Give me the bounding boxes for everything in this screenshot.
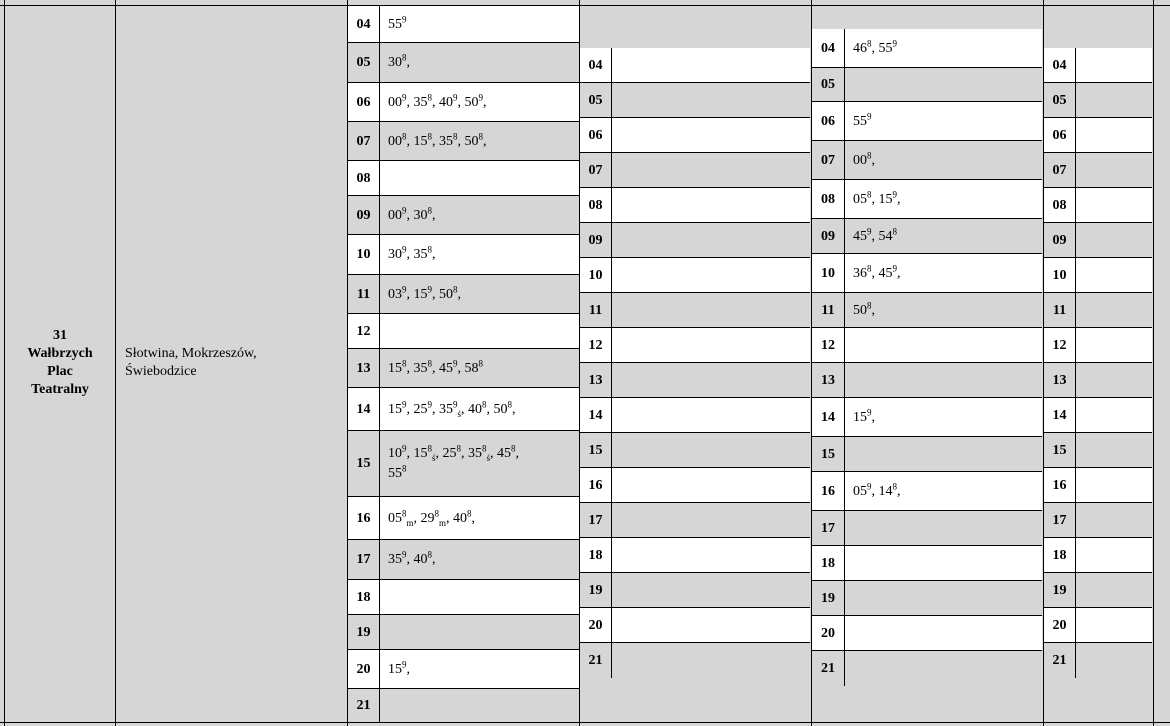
- hour-row: [812, 219, 1042, 254]
- minutes-cell: [380, 83, 579, 122]
- minutes-cell: [380, 349, 579, 388]
- minutes-cell: [845, 68, 1042, 102]
- hour-row: [348, 314, 579, 349]
- hour-label: 11: [580, 293, 612, 328]
- minutes-cell: [380, 43, 579, 83]
- hour-row: [1044, 223, 1152, 258]
- hour-label: 15: [1044, 433, 1076, 468]
- minutes-cell: [380, 431, 579, 497]
- hour-label: 06: [580, 118, 612, 153]
- minutes-cell: [845, 293, 1042, 328]
- hour-row: [1044, 363, 1152, 398]
- minutes-cell: [612, 573, 810, 608]
- hour-row: [580, 188, 810, 223]
- hour-row: [812, 141, 1042, 180]
- hour-label: 09: [348, 196, 380, 235]
- hour-row: [812, 511, 1042, 546]
- minutes-cell: [380, 235, 579, 275]
- hour-row: [348, 540, 579, 580]
- minutes-cell: [845, 141, 1042, 180]
- hour-label: 20: [1044, 608, 1076, 643]
- hour-row: [1044, 503, 1152, 538]
- hour-row: [1044, 48, 1152, 83]
- hour-row: [348, 235, 579, 275]
- hour-row: [812, 651, 1042, 686]
- hour-label: 09: [580, 223, 612, 258]
- hour-label: 20: [348, 650, 380, 689]
- minutes-cell: [612, 48, 810, 83]
- hour-label: 19: [812, 581, 845, 616]
- minutes-text: $50^8$,: [853, 299, 875, 318]
- hour-label: 19: [1044, 573, 1076, 608]
- minutes-cell: [1076, 328, 1152, 363]
- hour-row: [348, 349, 579, 388]
- hour-row: [580, 223, 810, 258]
- hour-row: [580, 538, 810, 573]
- minutes-cell: [612, 328, 810, 363]
- hour-label: 21: [1044, 643, 1076, 678]
- hour-row: [1044, 153, 1152, 188]
- hour-label: 20: [812, 616, 845, 651]
- hour-row: [812, 546, 1042, 581]
- hour-row: [1044, 118, 1152, 153]
- via-line: Świebodzice: [125, 364, 197, 379]
- column-divider: [1043, 0, 1044, 726]
- minutes-cell: [845, 254, 1042, 293]
- minutes-text: $15^9$, $25^9$, $35^9_ś$, $40^8$, $50^8$,: [388, 398, 516, 419]
- hour-label: 08: [812, 180, 845, 219]
- hour-label: 19: [348, 615, 380, 650]
- stop-name-line: Plac: [47, 364, 73, 379]
- minutes-cell: [612, 153, 810, 188]
- minutes-cell: [380, 6, 579, 43]
- minutes-cell: [845, 219, 1042, 254]
- minutes-cell: [612, 293, 810, 328]
- hour-row: [812, 472, 1042, 511]
- minutes-text: $05^8$, $15^9$,: [853, 188, 901, 207]
- minutes-text: $36^8$, $45^9$,: [853, 262, 901, 281]
- minutes-text: $03^9$, $15^9$, $50^8$,: [388, 283, 461, 302]
- minutes-cell: [380, 540, 579, 580]
- minutes-text: $00^8$,: [853, 149, 875, 168]
- hour-row: [580, 573, 810, 608]
- hour-row: [580, 468, 810, 503]
- schedule-column-3: [812, 0, 1042, 726]
- hour-label: 11: [348, 275, 380, 314]
- hour-label: 05: [580, 83, 612, 118]
- hour-row: [348, 275, 579, 314]
- minutes-cell: [380, 615, 579, 650]
- minutes-cell: [1076, 188, 1152, 223]
- hour-label: 17: [812, 511, 845, 546]
- hour-label: 15: [812, 437, 845, 472]
- hour-label: 12: [1044, 328, 1076, 363]
- hour-label: 13: [1044, 363, 1076, 398]
- hour-label: 16: [812, 472, 845, 511]
- minutes-cell: [845, 616, 1042, 651]
- schedule-column-4: [1044, 0, 1152, 726]
- hour-label: 09: [1044, 223, 1076, 258]
- hour-label: 07: [1044, 153, 1076, 188]
- hour-row: [348, 497, 579, 540]
- hour-row: [348, 650, 579, 689]
- minutes-cell: [1076, 48, 1152, 83]
- minutes-text: $05^9$, $14^8$,: [853, 480, 901, 499]
- hour-label: 12: [812, 328, 845, 363]
- minutes-cell: [612, 83, 810, 118]
- minutes-cell: [1076, 258, 1152, 293]
- minutes-cell: [612, 188, 810, 223]
- hour-row: [580, 363, 810, 398]
- hour-label: 12: [348, 314, 380, 349]
- hour-label: 14: [580, 398, 612, 433]
- minutes-cell: [612, 398, 810, 433]
- minutes-cell: [612, 258, 810, 293]
- hour-row: [1044, 433, 1152, 468]
- minutes-cell: [845, 328, 1042, 363]
- hour-row: [348, 122, 579, 161]
- hour-label: 18: [580, 538, 612, 573]
- hour-row: [1044, 643, 1152, 678]
- hour-row: [348, 431, 579, 497]
- hour-label: 21: [812, 651, 845, 686]
- column-divider: [1153, 0, 1154, 726]
- hour-label: 14: [348, 388, 380, 431]
- hour-label: 04: [812, 29, 845, 68]
- hour-label: 16: [348, 497, 380, 540]
- hour-label: 05: [812, 68, 845, 102]
- minutes-cell: [612, 468, 810, 503]
- hour-label: 10: [812, 254, 845, 293]
- minutes-cell: [380, 388, 579, 431]
- hour-row: [580, 608, 810, 643]
- hour-label: 05: [1044, 83, 1076, 118]
- hour-row: [812, 29, 1042, 68]
- minutes-cell: [1076, 573, 1152, 608]
- minutes-cell: [845, 581, 1042, 616]
- hour-row: [812, 254, 1042, 293]
- hour-row: [812, 102, 1042, 141]
- minutes-cell: [845, 180, 1042, 219]
- hour-row: [812, 398, 1042, 437]
- hour-label: 13: [812, 363, 845, 398]
- minutes-cell: [380, 689, 579, 723]
- hour-row: [812, 293, 1042, 328]
- hour-row: [580, 643, 810, 678]
- hour-label: 13: [348, 349, 380, 388]
- hour-row: [580, 503, 810, 538]
- hour-label: 09: [812, 219, 845, 254]
- minutes-text: $55^9$: [388, 13, 407, 32]
- schedule-column-1: [348, 0, 579, 726]
- minutes-cell: [612, 643, 810, 678]
- minutes-cell: [845, 29, 1042, 68]
- minutes-cell: [845, 651, 1042, 686]
- minutes-cell: [380, 161, 579, 196]
- minutes-cell: [845, 437, 1042, 472]
- hour-label: 15: [580, 433, 612, 468]
- hour-label: 20: [580, 608, 612, 643]
- hour-row: [580, 328, 810, 363]
- hour-label: 19: [580, 573, 612, 608]
- minutes-cell: [1076, 223, 1152, 258]
- hour-row: [1044, 468, 1152, 503]
- minutes-cell: [612, 608, 810, 643]
- hour-row: [1044, 608, 1152, 643]
- minutes-text: $35^9$, $40^8$,: [388, 549, 436, 567]
- hour-label: 16: [1044, 468, 1076, 503]
- minutes-cell: [380, 122, 579, 161]
- minutes-cell: [845, 472, 1042, 511]
- minutes-text: $00^9$, $35^8$, $40^9$, $50^9$,: [388, 91, 487, 110]
- minutes-text: $55^9$: [853, 110, 872, 129]
- minutes-cell: [1076, 83, 1152, 118]
- hour-row: [1044, 188, 1152, 223]
- hour-row: [812, 437, 1042, 472]
- minutes-cell: [1076, 643, 1152, 678]
- hour-row: [580, 48, 810, 83]
- hour-row: [580, 153, 810, 188]
- minutes-text: $00^9$, $30^8$,: [388, 204, 436, 223]
- hour-label: 10: [348, 235, 380, 275]
- hour-label: 18: [1044, 538, 1076, 573]
- minutes-text: $15^9$,: [388, 658, 410, 677]
- hour-label: 06: [812, 102, 845, 141]
- minutes-cell: [612, 503, 810, 538]
- hour-label: 06: [1044, 118, 1076, 153]
- minutes-cell: [1076, 363, 1152, 398]
- hour-row: [1044, 258, 1152, 293]
- via-cell: [116, 0, 344, 726]
- minutes-cell: [380, 497, 579, 540]
- column-divider: [347, 0, 348, 726]
- hour-label: 07: [812, 141, 845, 180]
- hour-label: 21: [348, 689, 380, 723]
- hour-row: [1044, 83, 1152, 118]
- minutes-cell: [380, 275, 579, 314]
- row-divider: [0, 722, 1170, 723]
- hour-label: 05: [348, 43, 380, 83]
- hour-row: [580, 398, 810, 433]
- hour-row: [348, 161, 579, 196]
- hour-row: [812, 328, 1042, 363]
- hour-label: 18: [812, 546, 845, 581]
- hour-row: [348, 689, 579, 723]
- hour-row: [348, 580, 579, 615]
- hour-row: [1044, 538, 1152, 573]
- hour-label: 18: [348, 580, 380, 615]
- stop-cell: [6, 0, 114, 726]
- minutes-text: $46^8$, $55^9$: [853, 37, 897, 56]
- minutes-cell: [1076, 608, 1152, 643]
- hour-row: [580, 293, 810, 328]
- minutes-text: $15^8$, $35^8$, $45^9$, $58^8$: [388, 357, 483, 376]
- minutes-text: $05^8_m$, $29^8_m$, $40^8$,: [388, 507, 476, 528]
- minutes-cell: [845, 363, 1042, 398]
- hour-label: 15: [348, 431, 380, 497]
- minutes-text: $45^9$, $54^8$: [853, 225, 897, 244]
- minutes-cell: [845, 398, 1042, 437]
- hour-row: [348, 43, 579, 83]
- hour-label: 12: [580, 328, 612, 363]
- minutes-cell: [1076, 433, 1152, 468]
- hour-row: [580, 83, 810, 118]
- hour-label: 08: [348, 161, 380, 196]
- minutes-cell: [1076, 468, 1152, 503]
- minutes-cell: [380, 196, 579, 235]
- schedule-column-2: [580, 0, 810, 726]
- minutes-cell: [612, 538, 810, 573]
- column-divider: [811, 0, 812, 726]
- hour-label: 17: [348, 540, 380, 580]
- minutes-cell: [1076, 118, 1152, 153]
- minutes-cell: [845, 546, 1042, 581]
- hour-label: 11: [1044, 293, 1076, 328]
- column-divider: [579, 0, 580, 726]
- hour-label: 10: [1044, 258, 1076, 293]
- hour-label: 11: [812, 293, 845, 328]
- hour-row: [580, 118, 810, 153]
- minutes-cell: [612, 433, 810, 468]
- hour-label: 13: [580, 363, 612, 398]
- minutes-text: $15^9$,: [853, 406, 875, 425]
- hour-label: 16: [580, 468, 612, 503]
- minutes-cell: [612, 118, 810, 153]
- hour-row: [1044, 398, 1152, 433]
- hour-label: 10: [580, 258, 612, 293]
- minutes-cell: [380, 314, 579, 349]
- minutes-cell: [845, 511, 1042, 546]
- hour-label: 04: [348, 6, 380, 43]
- minutes-cell: [1076, 503, 1152, 538]
- minutes-cell: [845, 102, 1042, 141]
- minutes-text: $30^9$, $35^8$,: [388, 244, 436, 262]
- minutes-cell: [1076, 398, 1152, 433]
- hour-row: [348, 196, 579, 235]
- column-divider: [4, 0, 5, 726]
- hour-label: 17: [1044, 503, 1076, 538]
- hour-label: 04: [1044, 48, 1076, 83]
- hour-row: [812, 581, 1042, 616]
- via-line: Słotwina, Mokrzeszów,: [125, 346, 257, 361]
- hour-row: [812, 68, 1042, 102]
- hour-row: [1044, 328, 1152, 363]
- hour-row: [812, 616, 1042, 651]
- hour-label: 08: [580, 188, 612, 223]
- hour-label: 14: [812, 398, 845, 437]
- stop-name-line: Teatralny: [31, 382, 89, 397]
- stop-number: 31: [53, 328, 67, 343]
- minutes-cell: [612, 363, 810, 398]
- hour-row: [580, 433, 810, 468]
- hour-label: 07: [348, 122, 380, 161]
- row-divider: [0, 5, 1170, 6]
- minutes-cell: [1076, 538, 1152, 573]
- minutes-cell: [612, 223, 810, 258]
- hour-row: [812, 363, 1042, 398]
- hour-label: 08: [1044, 188, 1076, 223]
- minutes-cell: [380, 650, 579, 689]
- hour-row: [812, 180, 1042, 219]
- hour-row: [580, 258, 810, 293]
- hour-row: [1044, 573, 1152, 608]
- hour-label: 21: [580, 643, 612, 678]
- hour-row: [348, 388, 579, 431]
- stop-name-line: Wałbrzych: [27, 346, 93, 361]
- hour-label: 17: [580, 503, 612, 538]
- minutes-cell: [380, 580, 579, 615]
- minutes-text: $30^8$,: [388, 52, 410, 70]
- column-divider: [115, 0, 116, 726]
- hour-label: 07: [580, 153, 612, 188]
- hour-label: 14: [1044, 398, 1076, 433]
- minutes-cell: [1076, 293, 1152, 328]
- minutes-text: $10^9$, $15^8_ś$, $25^8$, $35^8_ś$, $45^8$, $55^8$: [388, 443, 520, 481]
- hour-label: 06: [348, 83, 380, 122]
- hour-row: [1044, 293, 1152, 328]
- hour-label: 04: [580, 48, 612, 83]
- minutes-cell: [1076, 153, 1152, 188]
- hour-row: [348, 83, 579, 122]
- hour-row: [348, 615, 579, 650]
- hour-row: [348, 6, 579, 43]
- minutes-text: $00^8$, $15^8$, $35^8$, $50^8$,: [388, 130, 487, 149]
